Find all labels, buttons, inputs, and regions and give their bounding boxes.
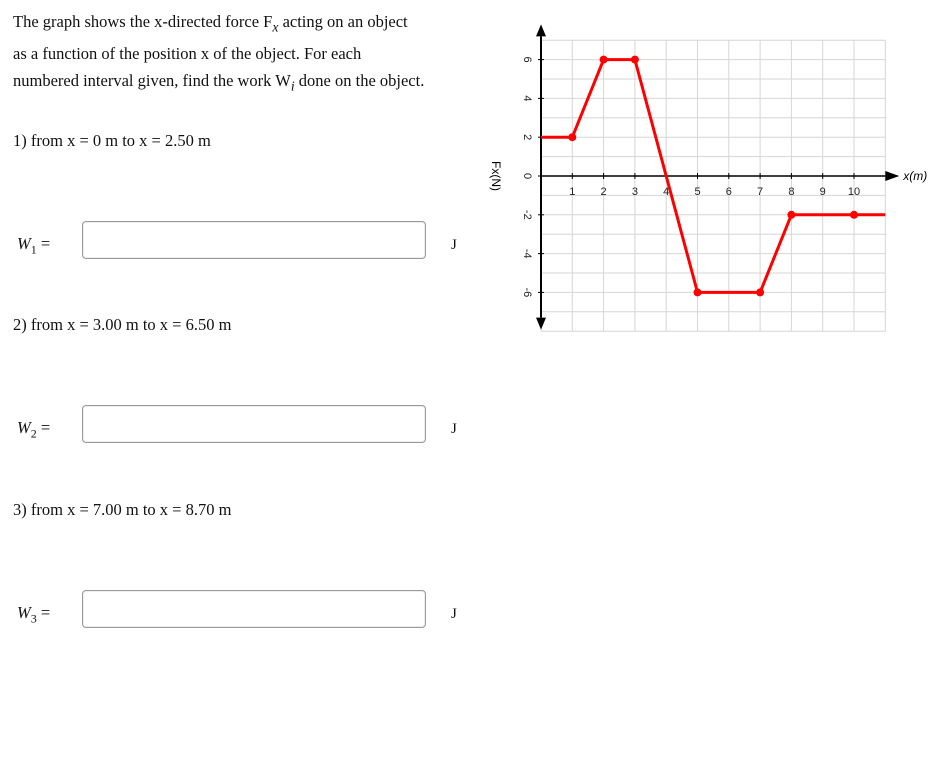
x-tick-label: 8: [788, 186, 795, 198]
y-tick-label: 0: [521, 172, 534, 180]
work-2-unit: J: [451, 421, 457, 437]
graph-axes: [521, 24, 899, 329]
y-axis-arrow-down: [536, 318, 546, 330]
y-tick-label: -6: [521, 287, 534, 298]
work-2-label: $W_2$ =: [17, 418, 51, 441]
series-point: [568, 133, 576, 141]
intro-line-3: numbered interval given, find the work $W_i$ done on the object.: [13, 71, 425, 94]
question-3-label: 3) from x = 7.00 m to x = 8.70 m: [13, 500, 232, 519]
x-tick-label: 6: [725, 186, 732, 198]
y-tick-label: -2: [521, 209, 534, 220]
series-point: [850, 211, 858, 219]
work-1-label: $W_1$ =: [17, 234, 51, 257]
x-tick-label: 10: [847, 186, 861, 198]
x-tick-label: 9: [819, 186, 826, 198]
question-1-label: 1) from x = 0 m to x = 2.50 m: [13, 131, 211, 150]
work-3-label: $W_3$ =: [17, 603, 51, 626]
x-axis-arrow: [885, 171, 899, 181]
y-tick-label: 4: [521, 95, 534, 102]
series-point: [787, 211, 795, 219]
problem-statement: [13, 8, 483, 100]
series-point: [694, 288, 702, 296]
series-point: [631, 56, 639, 64]
x-tick-label: 1: [569, 186, 576, 198]
y-tick-label: -4: [521, 248, 534, 259]
force-position-graph: [470, 10, 940, 340]
x-tick-label: 7: [757, 186, 764, 198]
y-axis-label: Fx(N): [489, 161, 503, 191]
series-point: [756, 288, 764, 296]
x-tick-label: 5: [694, 186, 701, 198]
work-3-input[interactable]: [82, 590, 426, 628]
x-tick-label: 4: [663, 186, 670, 198]
series-point: [600, 56, 608, 64]
y-axis-arrow-up: [536, 24, 546, 36]
work-2-input[interactable]: [82, 405, 426, 443]
x-tick-label: 2: [600, 186, 607, 198]
x-tick-label: 3: [631, 186, 638, 198]
question-2-label: 2) from x = 3.00 m to x = 6.50 m: [13, 315, 232, 334]
intro-line-2: as a function of the position x of the object. For each: [13, 44, 362, 64]
intro-line-1: The graph shows the x-directed force $F_x$ acting on an object: [13, 12, 408, 35]
work-1-input[interactable]: [82, 221, 426, 259]
y-tick-label: 6: [521, 56, 534, 63]
x-axis-label: x(m): [903, 169, 928, 183]
work-1-unit: J: [451, 237, 457, 253]
y-tick-label: 2: [521, 134, 534, 141]
work-3-unit: J: [451, 606, 457, 622]
